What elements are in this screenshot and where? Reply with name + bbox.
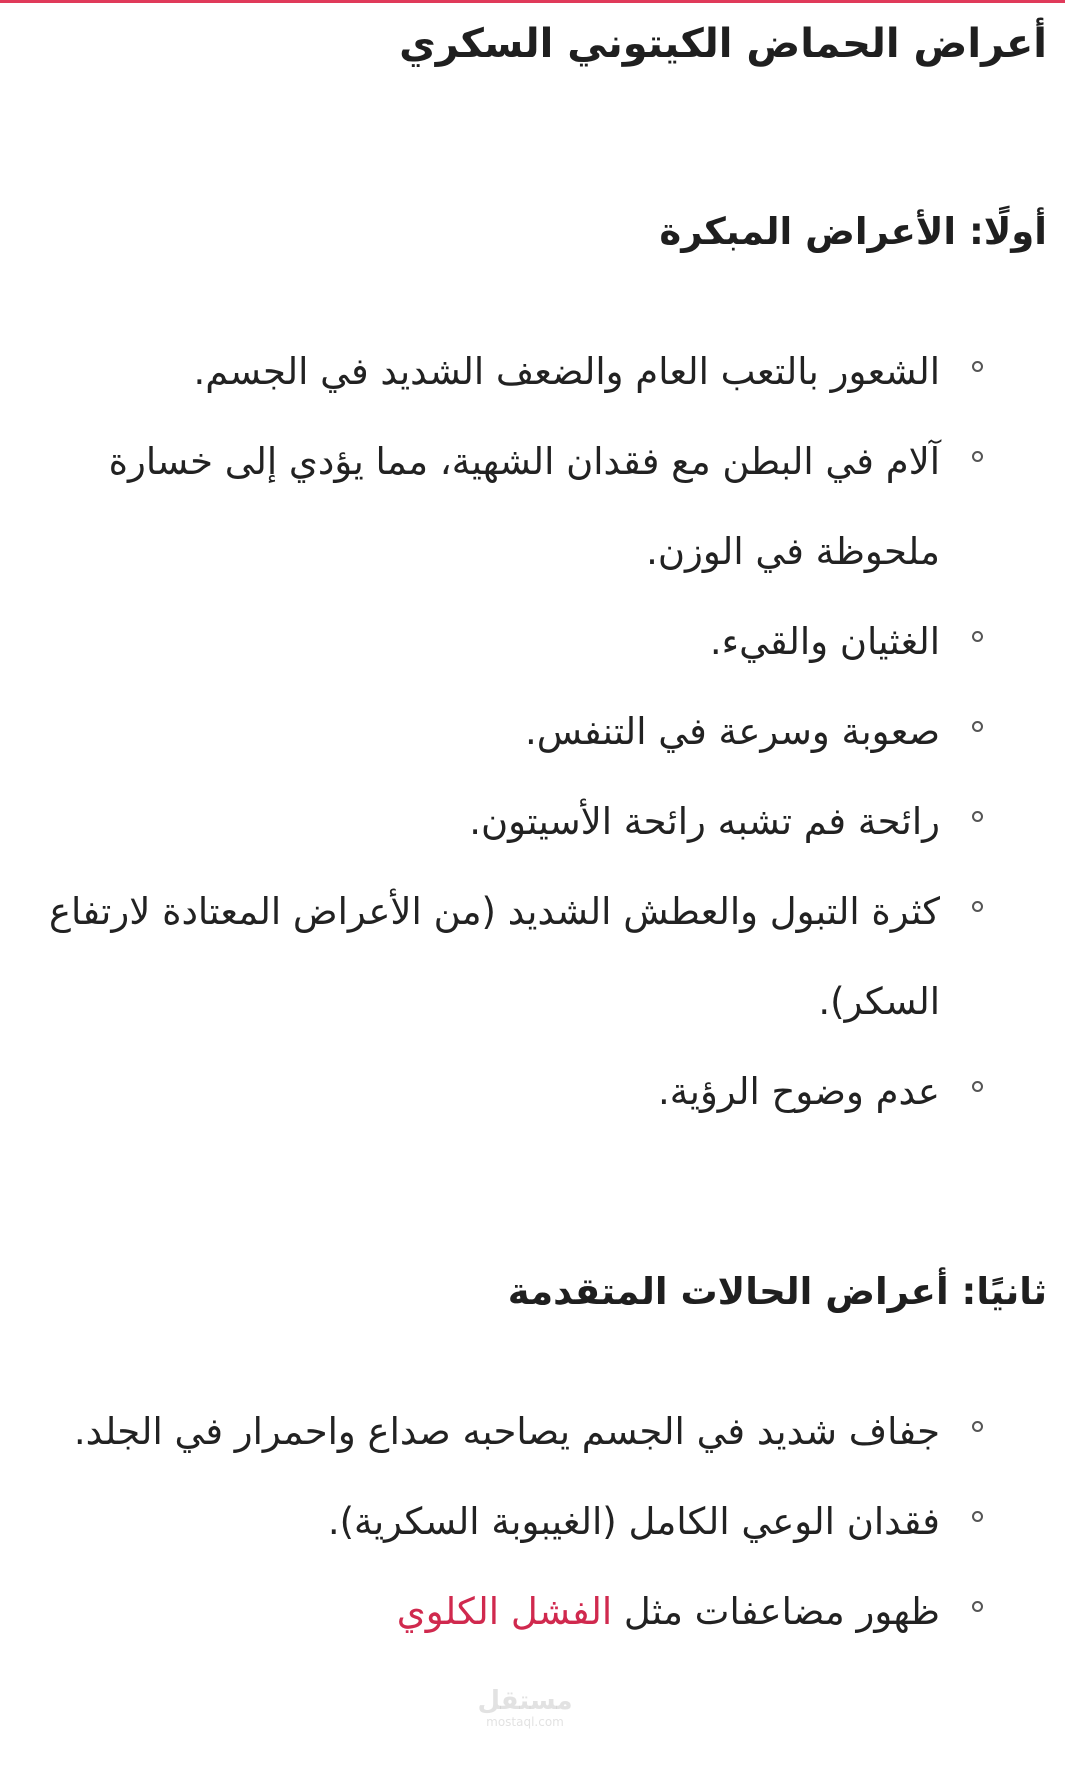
list-item-text: فقدان الوعي الكامل (الغيبوبة السكرية). xyxy=(327,1500,940,1543)
watermark-url-text: mostaql.com xyxy=(486,1715,564,1729)
early-symptoms-list xyxy=(0,327,1065,1137)
hollow-circle-bullet-icon xyxy=(972,811,983,822)
list-item xyxy=(0,597,1065,687)
list-item xyxy=(0,1477,1065,1567)
section-heading-early-symptoms: أولًا: الأعراض المبكرة xyxy=(659,210,1047,253)
hollow-circle-bullet-icon xyxy=(972,721,983,732)
kidney-failure-link[interactable]: الفشل الكلوي xyxy=(396,1590,613,1633)
list-item-text: صعوبة وسرعة في التنفس. xyxy=(524,710,940,753)
list-item-text: جفاف شديد في الجسم يصاحبه صداع واحمرار في الجلد. xyxy=(73,1410,940,1453)
list-item-text: كثرة التبول والعطش الشديد (من الأعراض المعتادة لارتفاع السكر). xyxy=(48,890,940,1023)
watermark-arabic-text: مستقل xyxy=(477,1686,573,1716)
list-item-text: الشعور بالتعب العام والضعف الشديد في الجسم. xyxy=(193,350,940,393)
hollow-circle-bullet-icon xyxy=(972,631,983,642)
list-item xyxy=(0,1047,1065,1137)
hollow-circle-bullet-icon xyxy=(972,361,983,372)
list-item xyxy=(0,327,1065,417)
hollow-circle-bullet-icon xyxy=(972,451,983,462)
hollow-circle-bullet-icon xyxy=(972,1421,983,1432)
list-item-text: الغثيان والقيء. xyxy=(709,620,940,663)
hollow-circle-bullet-icon xyxy=(972,1601,983,1612)
list-item xyxy=(0,867,1065,1047)
list-item xyxy=(0,1387,1065,1477)
list-item-text: آلام في البطن مع فقدان الشهية، مما يؤدي إلى خسارة ملحوظة في الوزن. xyxy=(108,440,940,573)
hollow-circle-bullet-icon xyxy=(972,1511,983,1522)
section-heading-advanced-symptoms: ثانيًا: أعراض الحالات المتقدمة xyxy=(507,1270,1047,1313)
page-title: أعراض الحماض الكيتوني السكري xyxy=(399,21,1047,67)
list-item xyxy=(0,1567,1065,1657)
list-item xyxy=(0,777,1065,867)
advanced-symptoms-list xyxy=(0,1387,1065,1657)
list-item-text: ظهور مضاعفات مثل xyxy=(612,1590,940,1633)
list-item-text: عدم وضوح الرؤية. xyxy=(658,1070,940,1113)
hollow-circle-bullet-icon xyxy=(972,901,983,912)
list-item-text: رائحة فم تشبه رائحة الأسيتون. xyxy=(469,800,940,843)
list-item xyxy=(0,687,1065,777)
hollow-circle-bullet-icon xyxy=(972,1081,983,1092)
list-item xyxy=(0,417,1065,597)
